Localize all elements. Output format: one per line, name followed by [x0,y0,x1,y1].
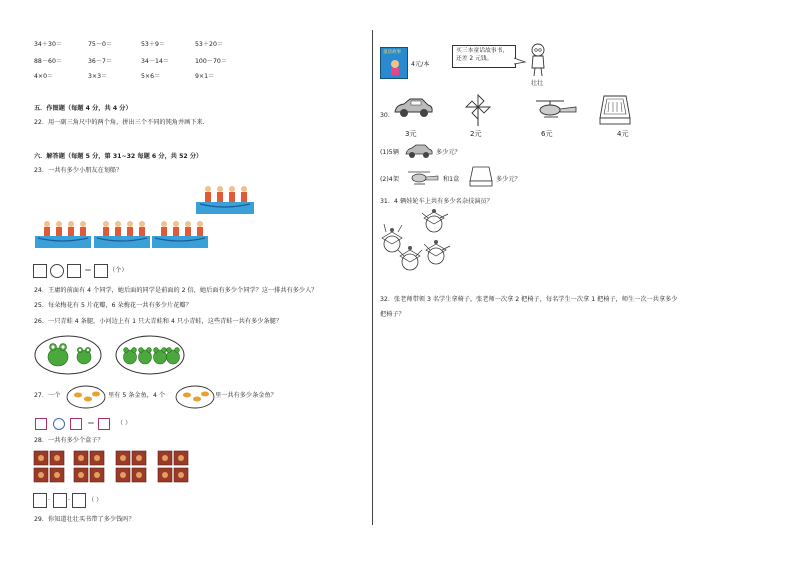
answer-box[interactable] [72,493,86,508]
answer-box[interactable] [35,418,47,430]
speech-tail-icon [514,58,526,66]
question-32-line-2: 把椅子？ [380,311,405,318]
kid-zhuangzhuang-picture [526,42,550,78]
question-28: 28．一共有多少个盒子？ [34,437,104,444]
question-29: 29．你知道壮壮买书带了多少钱吗？ [34,516,135,523]
section6-title: 六．解答题（每题 5 分，第 31~32 每题 6 分，共 52 分） [34,153,203,160]
calc-item: 75－0＝ [88,41,113,48]
car-icon [392,96,434,120]
speech-text: 买三本童话故事书，还差 2 元钱。 [456,48,509,62]
book-illustration [387,58,403,76]
question-30-1-part-b: 多少元？ [436,149,461,156]
book-title: 童话故事 [383,50,401,55]
question-31: 31．4 辆娃轮车上共有多少名杂技演员？ [380,198,493,205]
question-27-part-b: 里有 5 条金鱼，4 个 [108,392,166,399]
question-30-1-part-a: (1)5辆 [380,149,399,156]
calc-item: 34－14＝ [141,58,170,65]
book-price: 4元/本 [411,61,430,68]
answer-box[interactable] [33,493,47,508]
big-frog-picture [34,335,102,375]
helicopter-icon [404,170,440,186]
question-24: 24．王庸的前面有 4 个同学，她后面的同学是前面的 2 倍，她后面有多少个同学？这一排共有多少人？ [34,287,318,294]
boat-group-picture-2 [93,219,151,249]
calc-item: 100－70＝ [195,58,228,65]
equals-sign: ＝ [87,419,95,428]
column-divider [372,30,373,525]
calc-item: 53＋9＝ [141,41,166,48]
speech-bubble [452,45,516,68]
operator-circle[interactable] [50,264,64,278]
answer-box[interactable] [94,264,108,278]
answer-paren: （ ） [88,497,103,504]
answer-box[interactable] [98,418,110,430]
calc-item: 36－7＝ [88,58,113,65]
unit-label: （个） [109,267,128,274]
boat-group-picture-1 [34,219,92,249]
helicopter-icon [530,98,578,120]
question-30: 30. [380,112,390,119]
car-icon [404,143,434,159]
boat-group-picture-top [194,182,256,216]
question-30-2-part-b: 和1盒 [443,176,460,183]
calc-item: 88－60＝ [34,58,63,65]
question-32-line-1: 32．张老师带领 3 名学生拿椅子，张老师一次拿 2 把椅子，每名学生一次拿 1 把椅子，师生一次一共拿多少 [380,296,678,303]
answer-box[interactable] [33,264,47,278]
answer-box[interactable] [67,264,81,278]
acrobat-unicycles-picture [378,210,460,272]
calc-item: 5×6＝ [141,73,161,80]
question-22: 22．用一副三角尺中的两个角，拼出三个不同的钝角并画下来. [34,119,205,126]
pinwheel-icon [463,93,493,127]
fish-bowl-icon [175,385,215,409]
small-frogs-picture [115,335,185,375]
question-30-2-part-a: (2)4架 [380,176,399,183]
price-helicopter: 6元 [541,130,553,138]
boat-group-picture-3 [151,219,209,249]
fish-bowl-icon [66,385,106,409]
calc-item: 53＋20＝ [195,41,224,48]
cake-box-icon [598,94,632,126]
calc-item: 34＋30＝ [34,41,63,48]
answer-box[interactable] [53,493,67,508]
price-cake: 4元 [617,130,629,138]
operator-dot: · [48,497,50,504]
operator-circle[interactable] [53,418,65,430]
operator-dot: · [68,497,70,504]
kid-name: 壮壮 [531,80,544,87]
calc-item: 3×3＝ [88,73,108,80]
price-pinwheel: 2元 [470,130,482,138]
cake-box-icon [468,166,494,188]
answer-paren: （ ） [117,420,132,427]
price-car: 3元 [405,130,417,138]
book-cover [380,47,408,79]
question-25: 25．每朵梅花有 5 片花瓣，6 朵梅花一共有多少片花瓣？ [34,302,192,309]
calc-item: 4×0＝ [34,73,54,80]
question-23: 23．一共有多少小朋友在划船？ [34,167,123,174]
equals-sign: ＝ [84,266,92,275]
question-26: 26．一只青蛙 4 条腿，小河边上有 1 只大青蛙和 4 只小青蛙，这些青蛙一共有多少条腿？ [34,318,283,325]
question-27-part-c: 里一共有多少条金鱼？ [215,392,277,399]
question-27-part-a: 27．一个 [34,392,61,399]
gift-box-grid-picture [34,451,210,483]
calc-item: 9×1＝ [195,73,215,80]
answer-box[interactable] [70,418,82,430]
section5-title: 五．作图题（每题 4 分，共 4 分） [34,105,132,112]
question-30-2-part-c: 多少元？ [496,176,521,183]
